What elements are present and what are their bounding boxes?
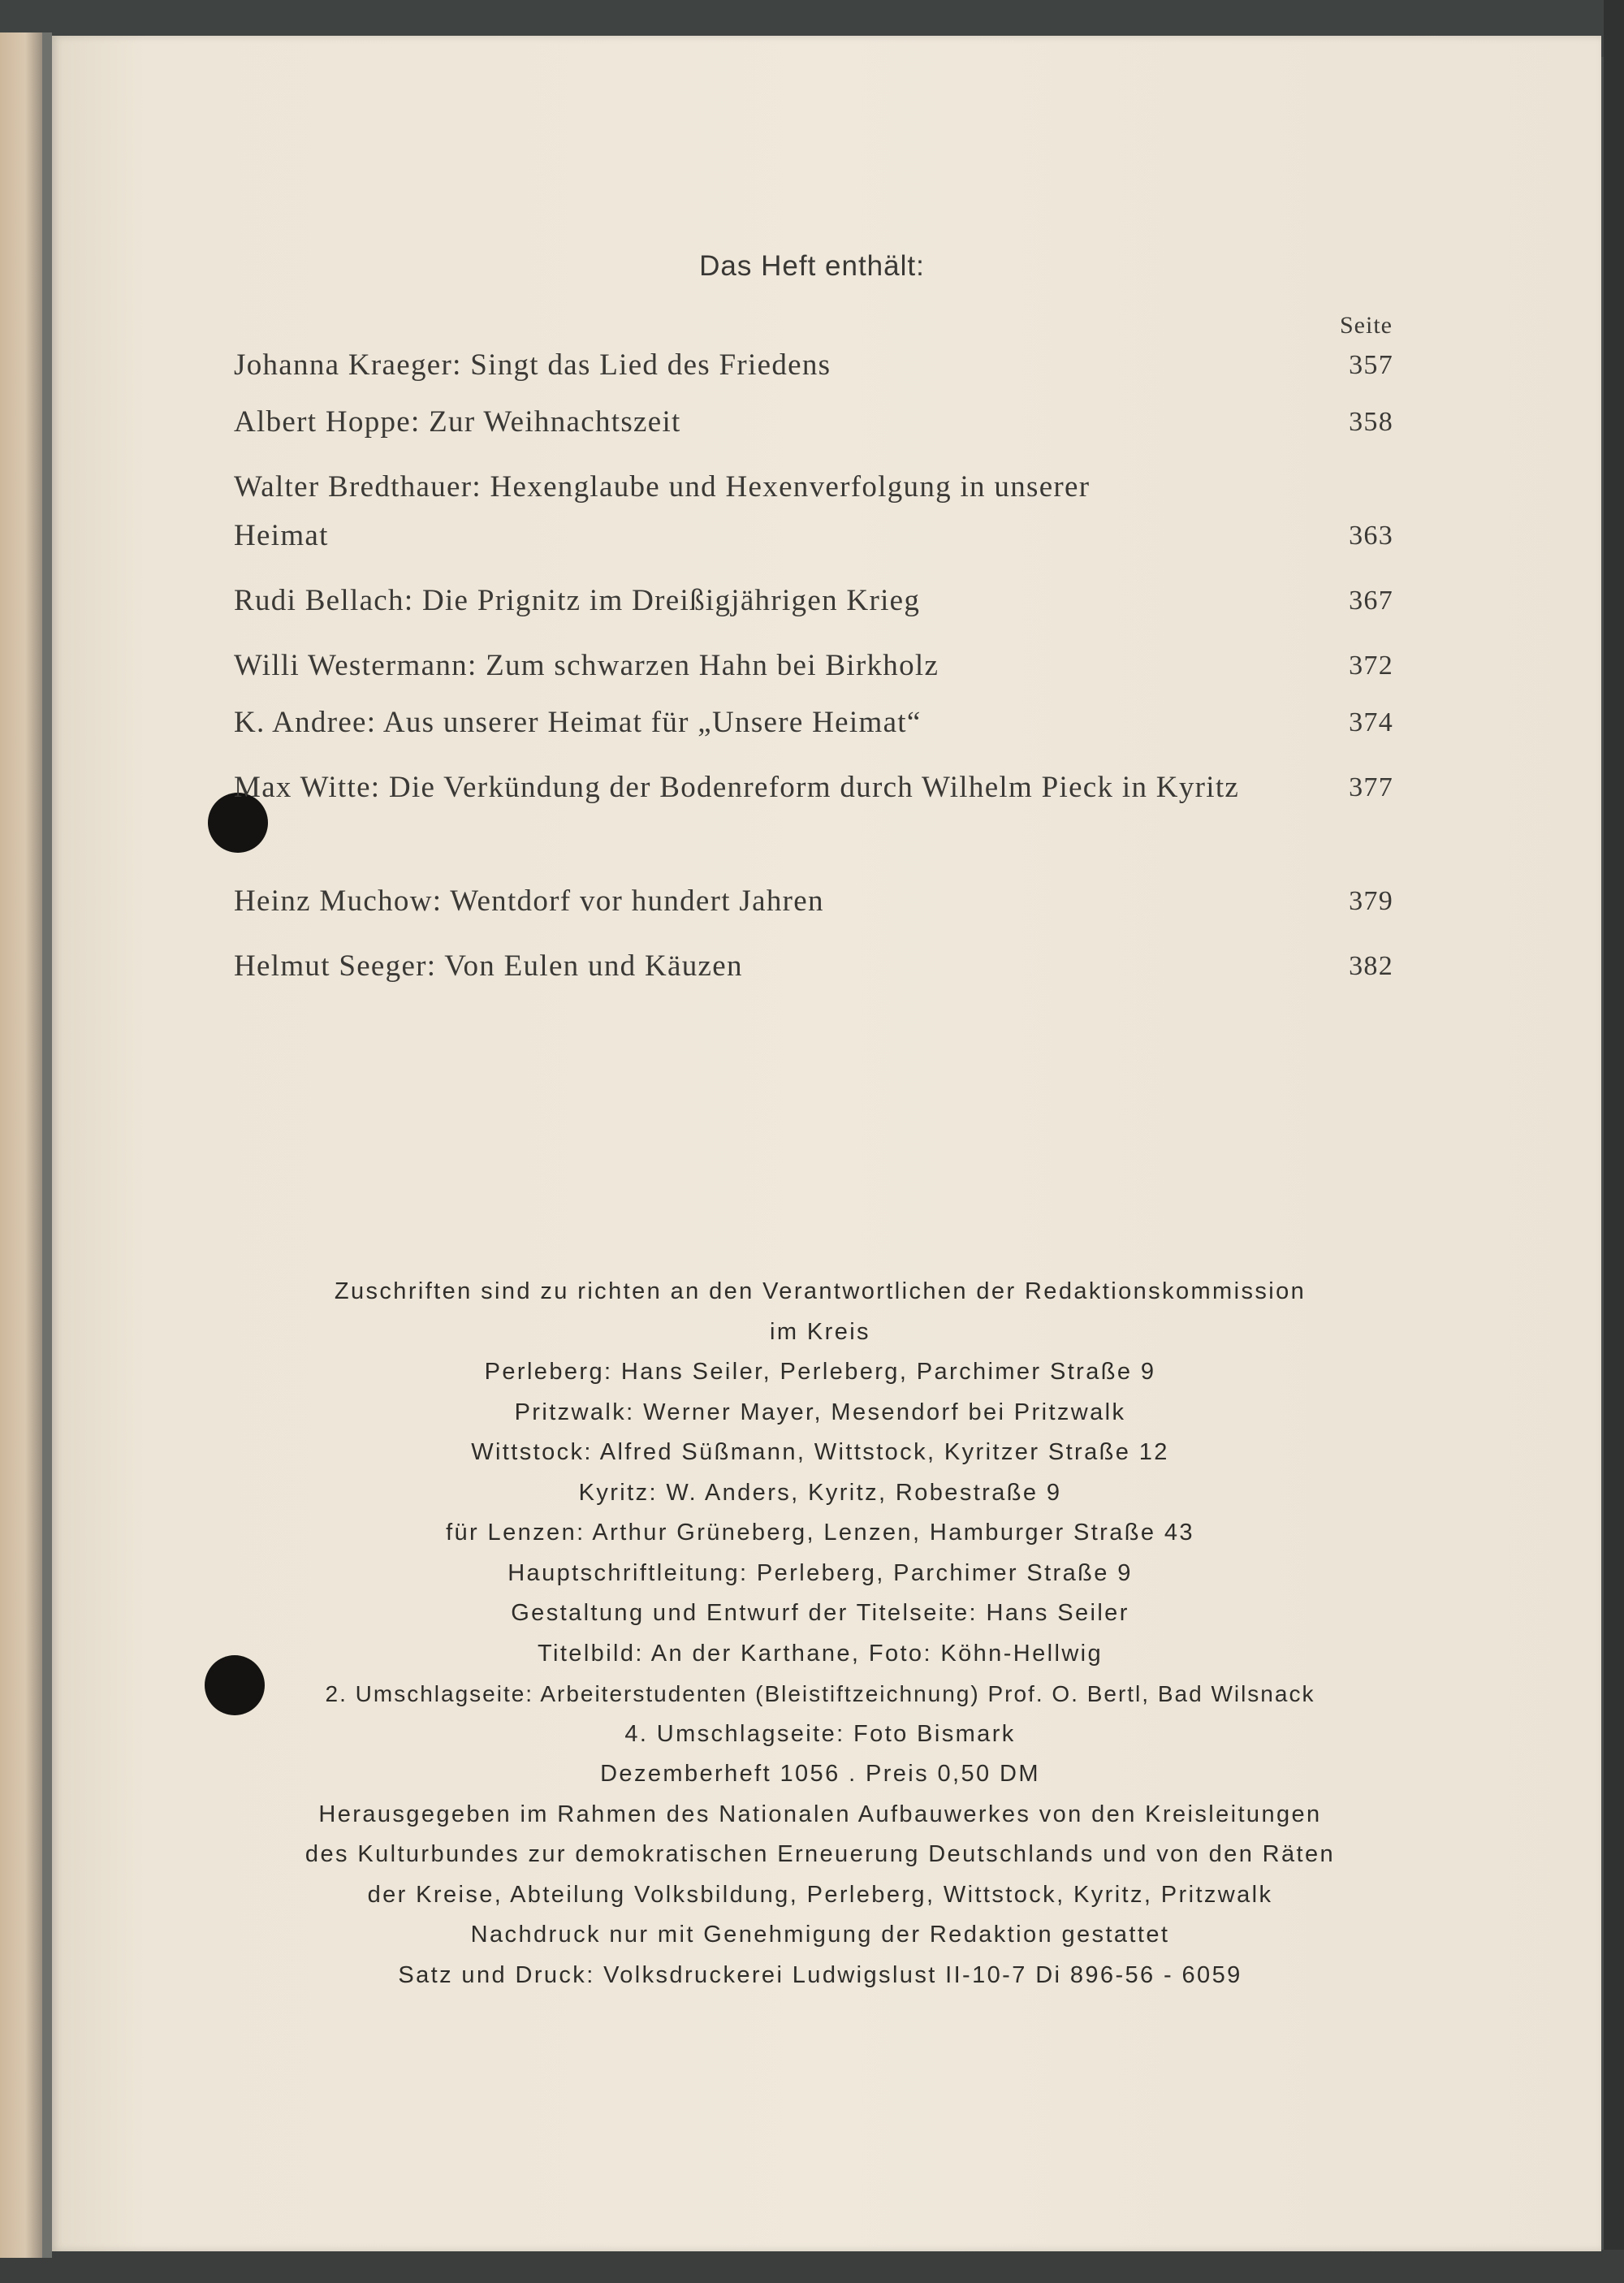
imprint-line: der Kreise, Abteilung Volksbildung, Perleberg, Wittstock, Kyritz, Pritzwalk bbox=[367, 1881, 1273, 1908]
toc-entry-page: 357 bbox=[1349, 350, 1393, 380]
imprint-line: Herausgegeben im Rahmen des Nationalen Aufbauwerkes von den Kreisleitungen bbox=[318, 1801, 1322, 1827]
toc-entry-title: Albert Hoppe: Zur Weihnachtszeit bbox=[234, 405, 681, 439]
imprint-line: Dezemberheft 1056 . Preis 0,50 DM bbox=[600, 1761, 1040, 1787]
toc-entry bbox=[234, 463, 1395, 560]
toc-entry bbox=[234, 341, 1395, 390]
imprint-line: Nachdruck nur mit Genehmigung der Redaktion gestattet bbox=[470, 1922, 1170, 1948]
imprint-line: Zuschriften sind zu richten an den Verantwortlichen der Redaktionskommission bbox=[334, 1278, 1307, 1304]
imprint-line: Wittstock: Alfred Süßmann, Wittstock, Kyritzer Straße 12 bbox=[471, 1439, 1169, 1465]
toc-entry-title: Johanna Kraeger: Singt das Lied des Friedens bbox=[234, 348, 831, 382]
toc-entry bbox=[234, 942, 1395, 991]
page-column-label: Seite bbox=[1340, 312, 1393, 339]
contents-heading: Das Heft enthält: bbox=[699, 250, 925, 282]
toc-entry-title: Heinz Muchow: Wentdorf vor hundert Jahren bbox=[234, 884, 824, 918]
imprint-line: Perleberg: Hans Seiler, Perleberg, Parchimer Straße 9 bbox=[484, 1359, 1156, 1385]
imprint-line: 4. Umschlagseite: Foto Bismark bbox=[624, 1720, 1016, 1747]
toc-entry-page: 363 bbox=[1349, 521, 1393, 551]
toc-entry bbox=[234, 763, 1395, 812]
imprint-line: Pritzwalk: Werner Mayer, Mesendorf bei Pritzwalk bbox=[514, 1399, 1126, 1425]
scan-backdrop-bottom bbox=[0, 2250, 1624, 2283]
imprint-line: Gestaltung und Entwurf der Titelseite: Hans Seiler bbox=[511, 1600, 1129, 1626]
toc-entry bbox=[234, 698, 1395, 747]
toc-entry-page: 377 bbox=[1349, 772, 1393, 802]
toc-entry-page: 367 bbox=[1349, 586, 1393, 616]
toc-entry-title: Walter Bredthauer: Hexenglaube und Hexenverfolgung in unserer Heimat bbox=[234, 470, 1091, 552]
imprint-line: Kyritz: W. Anders, Kyritz, Robestraße 9 bbox=[578, 1479, 1062, 1506]
imprint-line: für Lenzen: Arthur Grüneberg, Lenzen, Hamburger Straße 43 bbox=[446, 1520, 1194, 1546]
toc-entry-title: K. Andree: Aus unserer Heimat für „Unsere Heimat“ bbox=[234, 706, 922, 739]
toc-entry bbox=[234, 642, 1395, 690]
toc-entry-title: Max Witte: Die Verkündung der Bodenreform durch Wilhelm Pieck in Kyritz bbox=[234, 771, 1240, 804]
toc-entry-title: Rudi Bellach: Die Prignitz im Dreißigjährigen Krieg bbox=[234, 584, 921, 617]
toc-entry-page: 372 bbox=[1349, 651, 1393, 681]
toc-entry-page: 379 bbox=[1349, 886, 1393, 916]
toc-entry-title: Helmut Seeger: Von Eulen und Käuzen bbox=[234, 949, 743, 983]
toc-entry-page: 374 bbox=[1349, 707, 1393, 737]
imprint-line: des Kulturbundes zur demokratischen Erneuerung Deutschlands und von den Räten bbox=[304, 1841, 1336, 1867]
toc-entry bbox=[234, 398, 1395, 447]
imprint-block bbox=[162, 1272, 1478, 1995]
imprint-line: Satz und Druck: Volksdruckerei Ludwigslust II-10-7 Di 896-56 - 6059 bbox=[398, 1961, 1242, 1988]
imprint-line: im Kreis bbox=[770, 1318, 870, 1345]
scan-backdrop-right bbox=[1604, 0, 1624, 2283]
imprint-line: 2. Umschlagseite: Arbeiterstudenten (Bleistiftzeichnung) Prof. O. Bertl, Bad Wilsnack bbox=[325, 1681, 1315, 1706]
imprint-line: Hauptschriftleitung: Perleberg, Parchimer Straße 9 bbox=[508, 1559, 1133, 1586]
toc-entry-title: Willi Westermann: Zum schwarzen Hahn bei Birkholz bbox=[234, 649, 939, 682]
toc-entry-page: 358 bbox=[1349, 407, 1393, 437]
book-edge-shadow bbox=[42, 32, 52, 2258]
toc-entry-page: 382 bbox=[1349, 951, 1393, 981]
imprint-line: Titelbild: An der Karthane, Foto: Köhn-Hellwig bbox=[537, 1640, 1104, 1667]
toc-entry bbox=[234, 577, 1395, 625]
toc-entry bbox=[234, 877, 1395, 926]
book-edge bbox=[0, 32, 42, 2258]
